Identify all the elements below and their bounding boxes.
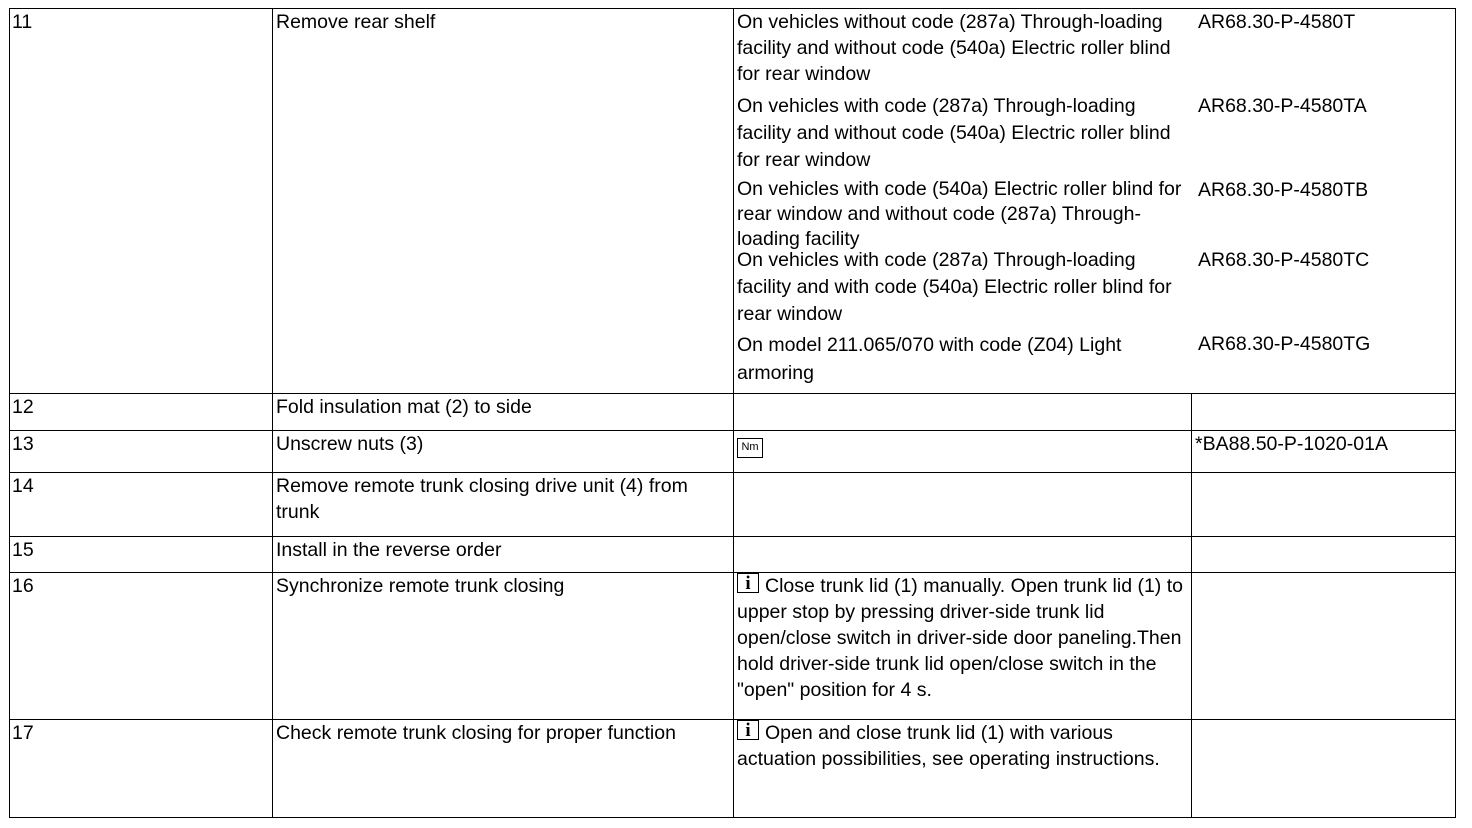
step-number: 13 xyxy=(10,431,273,473)
reference-link[interactable]: AR68.30-P-4580TB xyxy=(1198,179,1369,201)
reference-cell xyxy=(1192,394,1456,431)
step-action: Install in the reverse order xyxy=(273,537,734,573)
reference-link[interactable]: AR68.30-P-4580TC xyxy=(1198,249,1370,271)
step-action: Check remote trunk closing for proper function xyxy=(273,720,734,818)
step-action: Unscrew nuts (3) xyxy=(273,431,734,473)
reference-cell xyxy=(1192,573,1456,720)
condition-text: On vehicles without code (287a) Through-loading facility and without code (540a) Electric roller blind for rear window xyxy=(737,11,1171,85)
condition-cell xyxy=(734,473,1192,537)
step-number: 14 xyxy=(10,473,273,537)
step-number: 12 xyxy=(10,394,273,431)
reference-cell xyxy=(1192,720,1456,818)
step-number: 11 xyxy=(10,9,273,394)
procedure-table xyxy=(9,8,1456,818)
table-row xyxy=(10,473,1456,537)
note-text: Close trunk lid (1) manually. Open trunk lid (1) to upper stop by pressing driver-side trunk lid open/close switch in driver-side door paneling.Then hold driver-side trunk lid open/close switch in the "open" position for 4 s. xyxy=(737,575,1183,701)
table-row xyxy=(10,573,1456,720)
reference-cell xyxy=(1192,537,1456,573)
step-action: Remove rear shelf xyxy=(273,9,734,394)
note-cell xyxy=(734,720,1192,818)
info-icon[interactable]: i xyxy=(737,573,759,593)
condition-text: On vehicles with code (287a) Through-loading facility and with code (540a) Electric roller blind for rear window xyxy=(737,249,1172,325)
torque-icon[interactable]: Nm xyxy=(737,438,763,458)
note-cell xyxy=(734,573,1192,720)
step-number: 16 xyxy=(10,573,273,720)
step-number: 15 xyxy=(10,537,273,573)
reference-link[interactable]: AR68.30-P-4580T xyxy=(1198,11,1356,33)
step-number: 17 xyxy=(10,720,273,818)
reference-link[interactable]: AR68.30-P-4580TG xyxy=(1198,333,1371,355)
reference-link[interactable]: *BA88.50-P-1020-01A xyxy=(1192,431,1456,473)
reference-cell xyxy=(1192,473,1456,537)
condition-text: On vehicles with code (287a) Through-loading facility and without code (540a) Electric roller blind for rear window xyxy=(737,95,1171,171)
reference-link[interactable]: AR68.30-P-4580TA xyxy=(1198,95,1367,117)
info-icon[interactable]: i xyxy=(737,720,759,740)
step-action: Synchronize remote trunk closing xyxy=(273,573,734,720)
condition-cell xyxy=(734,9,1456,394)
table-row xyxy=(10,394,1456,431)
condition-cell xyxy=(734,431,1192,473)
condition-text: On vehicles with code (540a) Electric roller blind for rear window and without code (287a) Through-loading facility xyxy=(737,178,1182,250)
condition-cell xyxy=(734,394,1192,431)
condition-cell xyxy=(734,537,1192,573)
table-row xyxy=(10,537,1456,573)
step-action: Fold insulation mat (2) to side xyxy=(273,394,734,431)
table-row xyxy=(10,431,1456,473)
table-row xyxy=(10,720,1456,818)
note-text: Open and close trunk lid (1) with various actuation possibilities, see operating instructions. xyxy=(737,722,1160,770)
condition-text: On model 211.065/070 with code (Z04) Light armoring xyxy=(737,334,1122,384)
table-row xyxy=(10,9,1456,394)
step-action: Remove remote trunk closing drive unit (4) from trunk xyxy=(273,473,734,537)
